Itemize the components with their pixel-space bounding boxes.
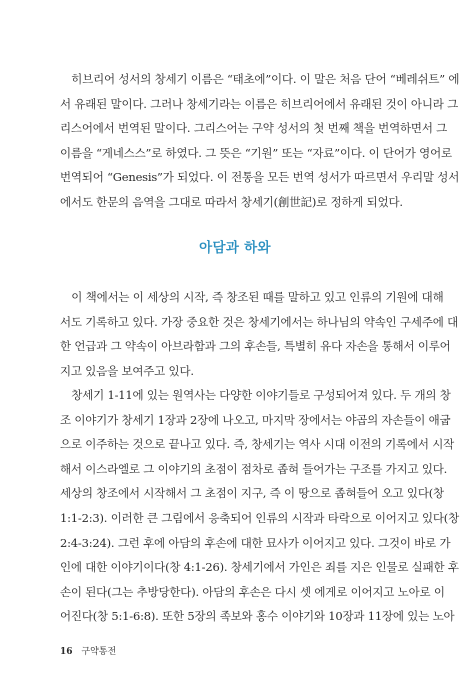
text-line: 이 책에서는 이 세상의 시작, 즉 창조된 때를 말하고 있고 인류의 기원에 대해 [60, 290, 444, 304]
page-number: 16 [60, 647, 73, 657]
section-heading: 아담과 하와 [199, 240, 271, 256]
text-line: 1:1-2:3). 이러한 큰 그림에서 응축되어 인류의 시작과 타락으로 이어지고 있다(창 [60, 510, 459, 525]
paragraph-book-summary [60, 285, 459, 383]
text-line: 서 유래된 말이다. 그러나 창세기라는 이름은 히브리어에서 유래된 것이 아니라 그 [60, 96, 459, 111]
text-line: 세상의 창조에서 시작해서 그 초점이 지구, 즉 이 땅으로 좁혀들어 오고 있다(창 [60, 486, 444, 501]
text-line: 이름을 “게네스스”로 하였다. 그 뜻은 “기원” 또는 “자료”이다. 이 단어가 영어로 [60, 145, 452, 160]
text-line: 지고 있음을 보여주고 있다. [60, 363, 194, 378]
text-line: 번역되어 “Genesis”가 되었다. 이 전통을 모든 번역 성서가 따르면서 우리말 성서 [60, 170, 460, 185]
book-title: 구약통전 [81, 647, 117, 657]
text-line: 해서 이스라엘로 그 이야기의 초점이 점차로 좁혀 들어가는 구조를 가지고 있다. [60, 461, 448, 476]
paragraph-primeval-history [60, 383, 459, 629]
page-footer [60, 644, 116, 657]
text-line: 한 언급과 그 약속이 아브라함과 그의 후손들, 특별히 유다 자손을 통해서 이루어 [60, 339, 451, 354]
text-line: 으로 이주하는 것으로 끝나고 있다. 즉, 창세기는 역사 시대 이전의 기록에서 시작 [60, 437, 455, 452]
text-line: 에서도 한문의 음역을 그대로 따라서 창세기(創世記)로 정하게 되었다. [60, 194, 403, 209]
text-line: 리스어에서 번역된 말이다. 그리스어는 구약 성서의 첫 번째 책을 번역하면서 그 [60, 121, 448, 136]
text-line: 인에 대한 이야기이다(창 4:1-26). 창세기에서 가인은 죄를 지은 인물로 실패한 후 [60, 560, 459, 575]
text-line: 손이 된다(그는 추방당한다). 아담의 후손은 다시 셋 에게로 이어지고 노아로 이 [60, 584, 445, 599]
text-line: 서도 기록하고 있다. 가장 중요한 것은 창세기에서는 하나님의 약속인 구세주에 대 [60, 314, 459, 329]
paragraph-genesis-name [60, 67, 460, 215]
text-line: 조 이야기가 창세기 1장과 2장에 나오고, 마지막 장에서는 야곱의 자손들이 애굽 [60, 412, 451, 427]
text-line: 히브리어 성서의 창세기 이름은 “태초에”이다. 이 말은 처음 단어 “베레쉬트” 에 [60, 72, 460, 86]
text-line: 2:4-3:24). 그런 후에 아담의 후손에 대한 묘사가 이어지고 있다. 그것이 바로 가 [60, 535, 451, 550]
text-line: 어진다(창 5:1-6:8). 또한 5장의 족보와 홍수 이야기와 10장과 11장에 있는 노아 [60, 609, 455, 624]
text-line: 창세기 1-11에 있는 원역사는 다양한 이야기들로 구성되어져 있다. 두 개의 창 [60, 388, 451, 402]
